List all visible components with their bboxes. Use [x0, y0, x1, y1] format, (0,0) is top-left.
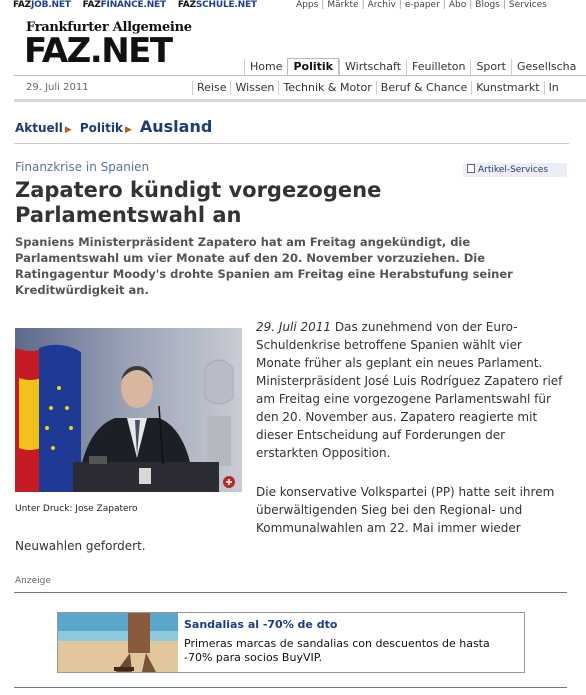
nav-wirtschaft[interactable]: Wirtschaft [339, 59, 406, 75]
nav-reise[interactable]: Reise [192, 81, 230, 95]
portal-link-finance[interactable]: FAZFINANCE.NET [82, 0, 166, 10]
top-link-abo[interactable]: Abo [448, 0, 467, 10]
main-navigation [244, 58, 581, 75]
portal-links [13, 0, 266, 11]
nav-kunstmarkt[interactable]: Kunstmarkt [471, 81, 543, 95]
ad-text: Primeras marcas de sandalias con descuentos de hasta -70% para socios BuyVIP. [184, 637, 490, 664]
site-logo[interactable]: FAZ.NET [24, 31, 172, 71]
top-link-archiv[interactable]: Archiv [367, 0, 396, 10]
nav-divider [14, 75, 586, 76]
breadcrumb-divider [14, 143, 569, 144]
article-paragraph-2: Die konservative Volkspartei (PP) hatte seit ihrem überwältigenden Sieg bei den Regional- und Kommunalwahlen am 22. Mai immer wieder [256, 485, 555, 535]
photo-caption: Unter Druck: Jose Zapatero [15, 504, 138, 514]
ad-divider [14, 592, 567, 593]
chevron-right-icon: ▶ [124, 125, 132, 135]
breadcrumb-politik[interactable]: Politik [79, 121, 123, 135]
chevron-right-icon: ▶ [64, 125, 72, 135]
breadcrumb [15, 117, 212, 140]
article-teaser: Spaniens Ministerpräsident Zapatero hat am Freitag angekündigt, die Parlamentswahl um vier Monate auf den 20. November vorzuziehen. Die Ratingagentur Moody's drohte Spanien am Freitag eine Herabstufung seiner Kreditwürdigkeit an. [15, 235, 513, 297]
ad-bottom-divider [14, 687, 567, 688]
top-link-maerkte[interactable]: Märkte [327, 0, 359, 10]
service-links: Apps | Märkte | Archiv | e-paper | Abo | Blogs | Services [296, 0, 547, 10]
ad-label: Anzeige [15, 576, 51, 586]
nav-feuilleton[interactable]: Feuilleton [406, 59, 470, 75]
breadcrumb-aktuell[interactable]: Aktuell [15, 121, 63, 135]
header-band [14, 99, 586, 102]
nav-home[interactable]: Home [244, 59, 287, 75]
nav-sport[interactable]: Sport [470, 59, 511, 75]
ad-image[interactable] [58, 613, 178, 672]
portal-link-schule[interactable]: FAZSCHULE.NET [177, 0, 257, 10]
advertisement-banner[interactable] [57, 612, 525, 673]
article-paragraph-2-tail: Neuwahlen gefordert. [15, 539, 146, 553]
article-services-button[interactable] [463, 163, 567, 177]
top-bar [0, 0, 586, 11]
ad-title[interactable]: Sandalias al -70% de dto [184, 618, 338, 631]
article-headline: Zapatero kündigt vorgezogene Parlamentswahl an [15, 178, 382, 227]
nav-politik[interactable]: Politik [287, 58, 339, 75]
beach-illustration [58, 613, 178, 672]
secondary-navigation [192, 81, 563, 95]
article-kicker: Finanzkrise in Spanien [15, 160, 150, 174]
nav-immobilien[interactable]: In [544, 81, 563, 95]
top-link-epaper[interactable]: e-paper [404, 0, 440, 10]
article-services-label: Artikel-Services [478, 165, 549, 175]
article-dateline: 29. Juli 2011 [256, 320, 332, 334]
nav-beruf-chance[interactable]: Beruf & Chance [376, 81, 471, 95]
brand-subtitle: Frankfurter Allgemeine [26, 20, 192, 35]
nav-wissen[interactable]: Wissen [230, 81, 278, 95]
article-photo-illustration [15, 328, 242, 492]
top-link-apps[interactable]: Apps [296, 0, 319, 10]
nav-gesellschaft[interactable]: Gesellscha [511, 59, 581, 75]
document-icon [467, 164, 475, 173]
current-date: 29. Juli 2011 [26, 82, 89, 93]
section-title: Ausland [139, 117, 213, 136]
top-link-blogs[interactable]: Blogs [475, 0, 500, 10]
portal-link-job[interactable]: FAZJOB.NET [13, 0, 71, 10]
article-paragraph-1-text: Das zunehmend von der Euro-Schuldenkrise betroffene Spanien wählt vier Monate früher als geplant ein neues Parlament. Ministerpräsident José Luis Rodríguez Zapatero rief am Freitag eine vorgezogene Parlamentswahl für den 20. November aus. Zapatero reagierte mit dieser Entscheidung auf Forderungen der erstarkten Opposition. [256, 320, 563, 460]
article-photo[interactable] [15, 328, 242, 492]
article-paragraph-1 [256, 318, 566, 462]
top-link-services[interactable]: Services [508, 0, 547, 10]
nav-technik-motor[interactable]: Technik & Motor [278, 81, 375, 95]
